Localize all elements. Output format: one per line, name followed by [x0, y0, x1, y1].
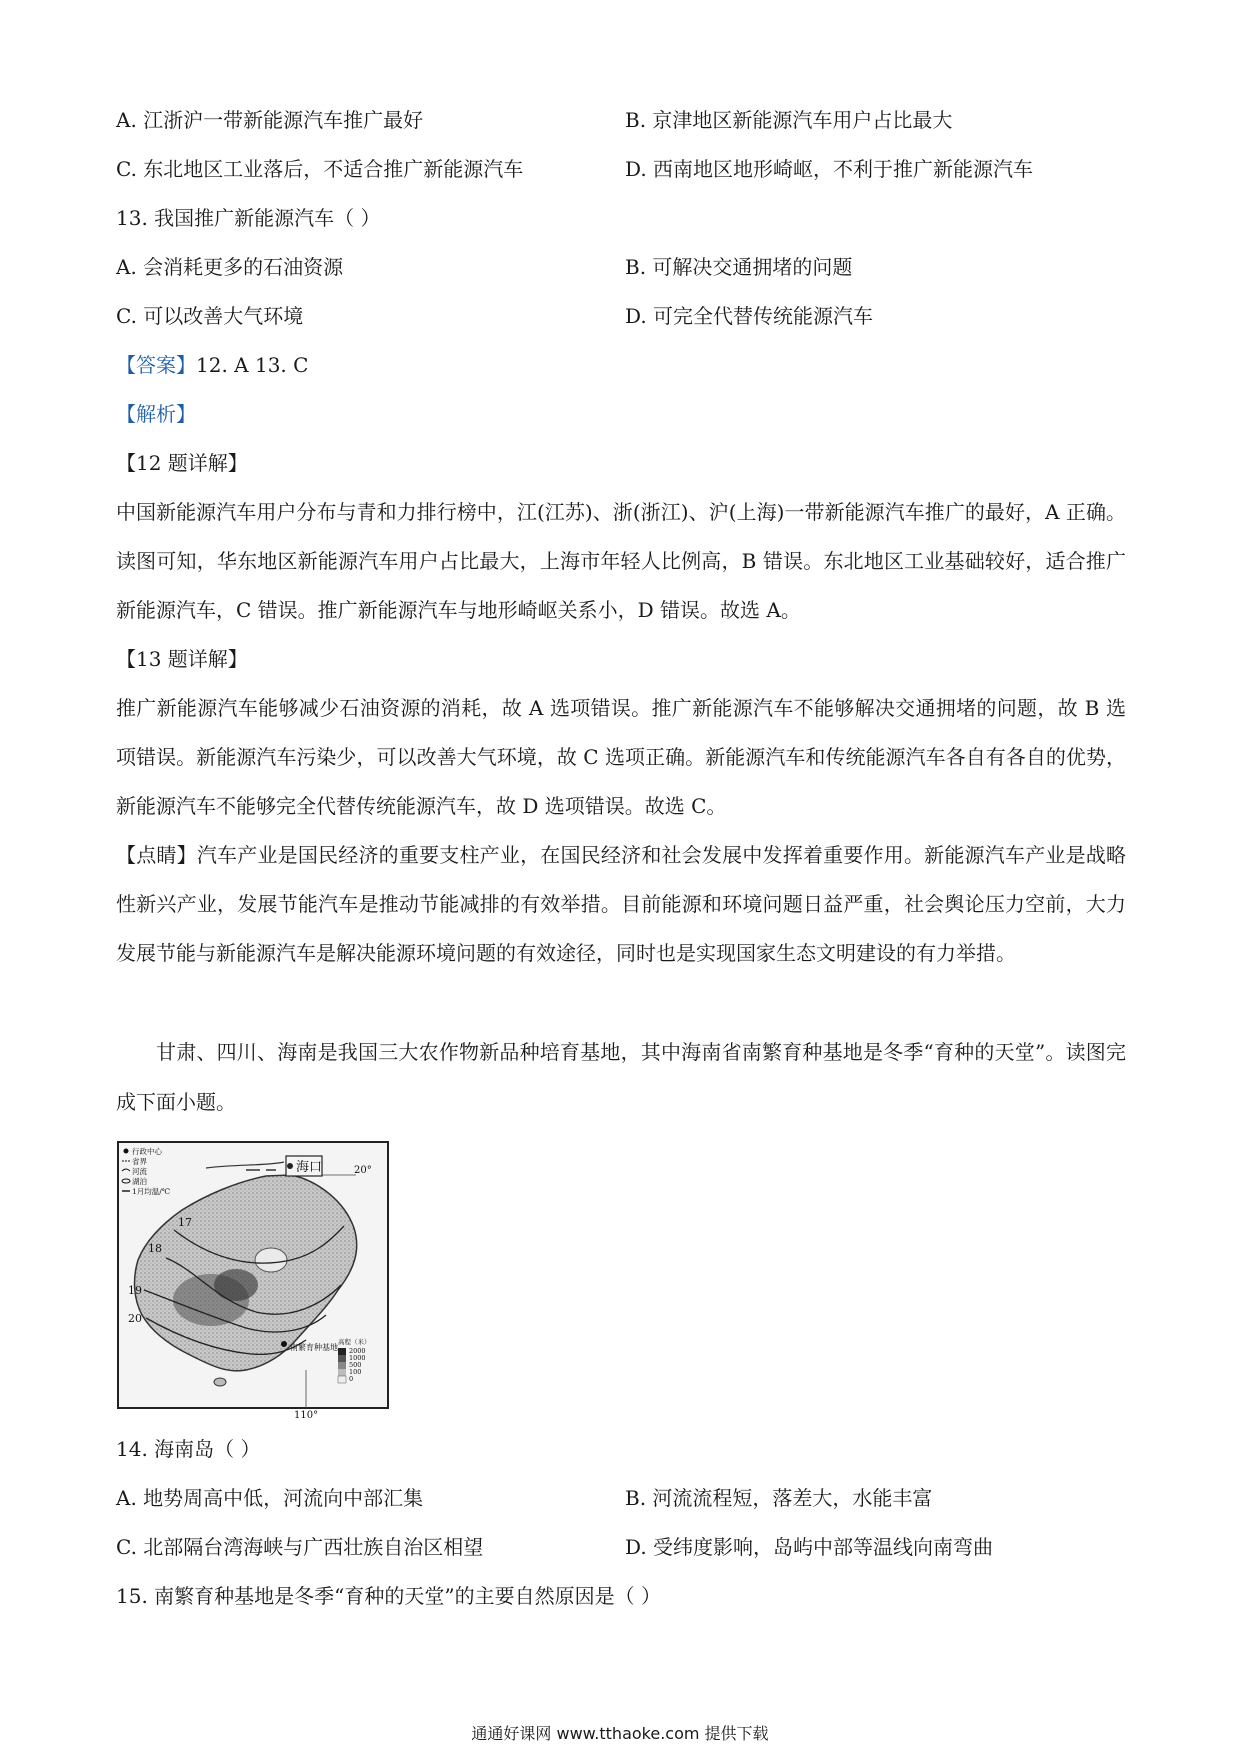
small-island	[214, 1378, 226, 1386]
elev-500: 500	[349, 1361, 362, 1369]
haikou-marker	[287, 1163, 293, 1169]
q13-option-d: D. 可完全代替传统能源汽车	[625, 304, 874, 328]
q12-option-a: A. 江浙沪一带新能源汽车推广最好	[116, 108, 424, 132]
q13-option-c: C. 可以改善大气环境	[116, 304, 304, 328]
q13-option-b: B. 可解决交通拥堵的问题	[625, 255, 853, 279]
elev-0: 0	[349, 1375, 354, 1383]
q14-option-d: D. 受纬度影响，岛屿中部等温线向南弯曲	[625, 1535, 994, 1559]
q12-option-b: B. 京津地区新能源汽车用户占比最大	[625, 108, 953, 132]
answer-text: 12. A 13. C	[196, 353, 309, 377]
isotherm-label-17: 17	[178, 1216, 192, 1229]
legend-admin-center: 行政中心	[132, 1147, 162, 1156]
isotherm-label-20: 20	[128, 1312, 142, 1325]
mountain-peak	[214, 1269, 258, 1301]
dianjing-paragraph	[116, 831, 1126, 978]
hainan-map	[116, 1140, 392, 1422]
dianjing-tag: 【点睛】	[116, 843, 197, 867]
lat-label: 20°	[354, 1165, 372, 1176]
detail12-text: 中国新能源汽车用户分布与青和力排行榜中，江(江苏)、浙(浙江)、沪(上海)一带新能源汽车推广的最好，A 正确。读图可知，华东地区新能源汽车用户占比最大，上海市年轻人比例高，B 错误。东北地区工业基础较好，适合推广新能源汽车，C 错误。推广新能源汽车与地形崎岖关系小，D 错误。故选 A。	[116, 500, 1126, 622]
intro-paragraph: 甘肃、四川、海南是我国三大农作物新品种培育基地，其中海南省南繁育种基地是冬季“育种的天堂”。读图完成下面小题。	[116, 1040, 1126, 1114]
detail12-heading: 【12 题详解】	[116, 451, 248, 475]
elev-100: 100	[349, 1368, 362, 1376]
answer-line	[116, 352, 308, 378]
lon-label: 110°	[294, 1410, 319, 1421]
legend-lake: 湖泊	[132, 1177, 147, 1186]
elev-2000: 2000	[349, 1347, 366, 1355]
elev-1000: 1000	[349, 1354, 366, 1362]
legend-river: 河流	[132, 1167, 147, 1176]
haikou-label: 海口	[296, 1160, 323, 1175]
q12-option-d: D. 西南地区地形崎岖，不利于推广新能源汽车	[625, 157, 1034, 181]
page-footer: 通通好课网 www.tthaoke.com 提供下载	[471, 1724, 769, 1743]
reservoir-lake	[255, 1248, 287, 1272]
isotherm-label-19: 19	[128, 1284, 142, 1297]
legend-province: 省界	[132, 1157, 147, 1166]
answer-tag: 【答案】	[116, 353, 196, 377]
q14-option-b: B. 河流流程短，落差大，水能丰富	[625, 1486, 933, 1510]
isotherm-label-18: 18	[148, 1242, 162, 1255]
breeding-base-label: 南繁育种基地	[290, 1343, 338, 1352]
breeding-base-marker	[281, 1341, 287, 1347]
elevation-title: 高程（米）	[338, 1338, 371, 1346]
detail13-heading: 【13 题详解】	[116, 647, 248, 671]
q13-option-a: A. 会消耗更多的石油资源	[116, 255, 344, 279]
q12-option-c: C. 东北地区工业落后，不适合推广新能源汽车	[116, 157, 524, 181]
dianjing-text: 汽车产业是国民经济的重要支柱产业，在国民经济和社会发展中发挥着重要作用。新能源汽车产业是战略性新兴产业，发展节能汽车是推动节能减排的有效举措。目前能源和环境问题日益严重，社会舆论压力空前，大力发展节能与新能源汽车是解决能源环境问题的有效途径，同时也是实现国家生态文明建设的有力举措。	[116, 843, 1127, 965]
detail13-text: 推广新能源汽车能够减少石油资源的消耗，故 A 选项错误。推广新能源汽车不能够解决交通拥堵的问题，故 B 选项错误。新能源汽车污染少，可以改善大气环境，故 C 选项正确。新能源汽车和传统能源汽车各自有各自的优势，新能源汽车不能够完全代替传统能源汽车，故 D 选项错误。故选 C。	[116, 696, 1126, 818]
analysis-tag: 【解析】	[116, 402, 196, 426]
q13-stem: 13. 我国推广新能源汽车（ ）	[116, 206, 381, 230]
q14-stem: 14. 海南岛（ ）	[116, 1437, 261, 1461]
q14-option-a: A. 地势周高中低，河流向中部汇集	[116, 1486, 424, 1510]
q15-stem: 15. 南繁育种基地是冬季“育种的天堂”的主要自然原因是（ ）	[116, 1584, 661, 1608]
legend-isotherm: 1月均温/℃	[132, 1187, 171, 1196]
q14-option-c: C. 北部隔台湾海峡与广西壮族自治区相望	[116, 1535, 484, 1559]
